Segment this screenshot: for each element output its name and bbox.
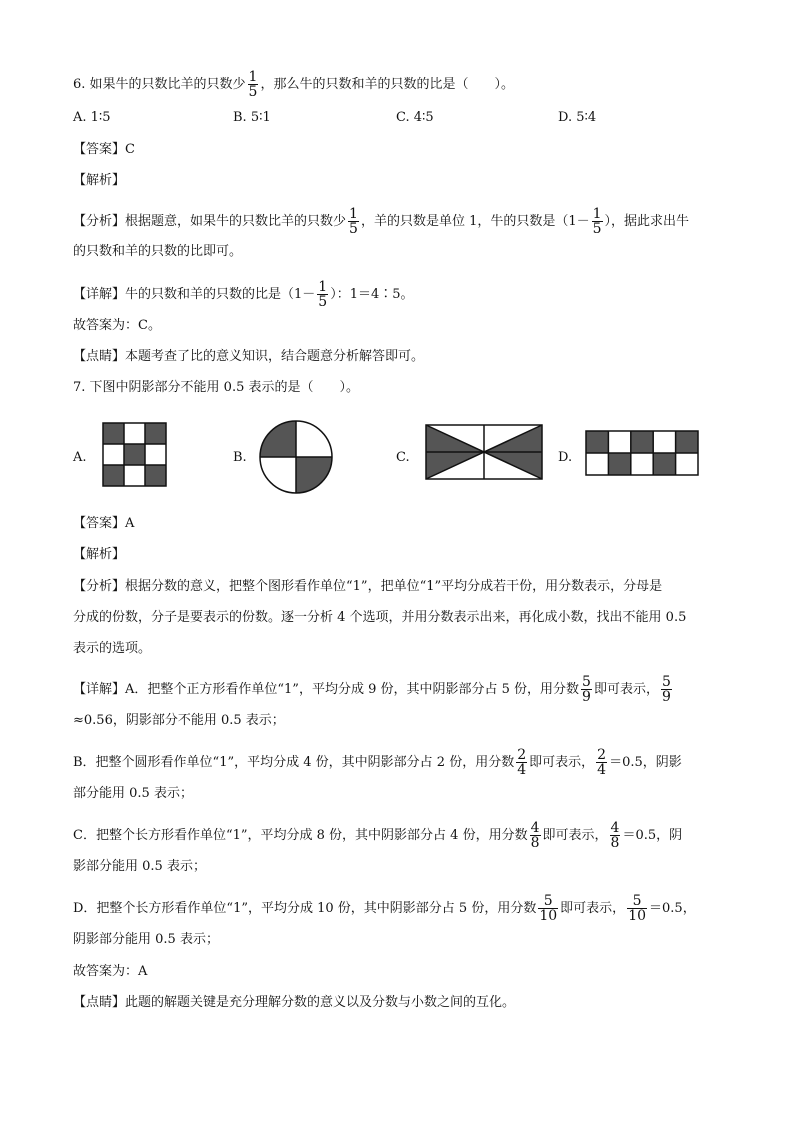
fraction: $\frac{5}{10}$ bbox=[628, 893, 647, 924]
fraction: $\frac{2}{4}$ bbox=[517, 747, 527, 778]
grid-cell bbox=[145, 465, 166, 486]
fraction: $\frac{1}{5}$ bbox=[349, 206, 358, 237]
q7-stem: 7. 下图中阴影部分不能用 0.5 表示的是（ ）。 bbox=[73, 380, 359, 395]
fraction: $\frac{2}{4}$ bbox=[597, 747, 607, 778]
figure-a-grid bbox=[102, 422, 168, 488]
q6-option-d: D. 5∶4 bbox=[558, 110, 597, 125]
fig-label-d: D. bbox=[558, 450, 573, 465]
q7-conclusion: 故答案为：A bbox=[73, 964, 148, 979]
grid-cell bbox=[653, 453, 675, 475]
q7-detail-d-line2: 阴影部分能用 0.5 表示； bbox=[73, 932, 219, 947]
q7-detail-c: C．把整个长方形看作单位“1”，平均分成 8 份，其中阴影部分占 4 份，用分数 $\frac{4}{8}$ 即可表示， $\frac{4}{8}$ ＝0.5，阴 bbox=[73, 820, 683, 851]
fig-label-a: A. bbox=[73, 450, 87, 465]
grid-cell bbox=[586, 431, 608, 453]
grid-cell bbox=[103, 465, 124, 486]
q7-analysis-heading: 【解析】 bbox=[73, 547, 126, 562]
q7-detail-b-line2: 部分能用 0.5 表示； bbox=[73, 786, 193, 801]
grid-cell bbox=[608, 453, 630, 475]
q6-detail: 【详解】牛的只数和羊的只数的比是（1－ $\frac{1}{5}$ ）：1＝4∶5。 bbox=[73, 279, 414, 310]
q7-detail-a-line2: ≈0.56，阴影部分不能用 0.5 表示； bbox=[73, 713, 285, 728]
q6-option-a: A. 1∶5 bbox=[73, 110, 111, 125]
fraction: $\frac{5}{9}$ bbox=[582, 674, 591, 705]
grid-cell bbox=[145, 423, 166, 444]
fraction: $\frac{4}{8}$ bbox=[610, 820, 620, 851]
grid-cell bbox=[676, 431, 698, 453]
q7-detail-c-line2: 影部分能用 0.5 表示； bbox=[73, 859, 206, 874]
figure-b-circle bbox=[258, 419, 334, 495]
q6-option-b: B. 5∶1 bbox=[233, 110, 271, 125]
q7-fenxi-3: 表示的选项。 bbox=[73, 641, 152, 656]
q6-analysis-heading: 【解析】 bbox=[73, 173, 126, 188]
q6-dianjing: 【点睛】本题考查了比的意义知识，结合题意分析解答即可。 bbox=[73, 349, 425, 364]
fraction: $\frac{4}{8}$ bbox=[530, 820, 540, 851]
q7-detail-b: B．把整个圆形看作单位“1”，平均分成 4 份，其中阴影部分占 2 份，用分数 $\frac{2}{4}$ 即可表示， $\frac{2}{4}$ ＝0.5，阴影 bbox=[73, 747, 682, 778]
q6-answer: 【答案】C bbox=[73, 142, 135, 157]
q7-fenxi-2: 分成的份数，分子是要表示的份数。逐一分析 4 个选项，并用分数表示出来，再化成小数，找出不能用 0.5 bbox=[73, 610, 687, 625]
fraction: $\frac{5}{10}$ bbox=[539, 893, 558, 924]
q6-stem: 6. 如果牛的只数比羊的只数少 $\frac{1}{5}$ ，那么牛的只数和羊的只数的比是（ ）。 bbox=[73, 69, 514, 100]
q7-dianjing: 【点睛】此题的解题关键是充分理解分数的意义以及分数与小数之间的互化。 bbox=[73, 995, 516, 1010]
fig-label-b: B. bbox=[233, 450, 247, 465]
fraction: $\frac{5}{9}$ bbox=[661, 674, 671, 705]
grid-cell bbox=[631, 431, 653, 453]
grid-cell bbox=[124, 444, 145, 465]
q7-answer: 【答案】A bbox=[73, 516, 135, 531]
figure-d-grid bbox=[585, 430, 699, 476]
fraction: $\frac{1}{5}$ bbox=[248, 69, 258, 100]
figure-c-rectangle bbox=[425, 424, 543, 480]
q6-fenxi-line2: 的只数和羊的只数的比即可。 bbox=[73, 244, 243, 259]
q6-fenxi: 【分析】根据题意，如果牛的只数比羊的只数少 $\frac{1}{5}$ ，羊的只数是单位 1，牛的只数是（1－ $\frac{1}{5}$ ），据此求出牛 bbox=[73, 206, 690, 237]
fraction: $\frac{1}{5}$ bbox=[592, 206, 602, 237]
q6-option-c: C. 4∶5 bbox=[396, 110, 434, 125]
fig-label-c: C. bbox=[396, 450, 410, 465]
fraction: $\frac{1}{5}$ bbox=[318, 279, 328, 310]
grid-cell bbox=[103, 423, 124, 444]
q7-detail-a: 【详解】A．把整个正方形看作单位“1”，平均分成 9 份，其中阴影部分占 5 份，用分数 $\frac{5}{9}$ 即可表示， $\frac{5}{9}$ bbox=[73, 674, 671, 705]
q7-fenxi-1: 【分析】根据分数的意义，把整个图形看作单位“1”，把单位“1”平均分成若干份，用分数表示，分母是 bbox=[73, 579, 663, 594]
q6-conclusion: 故答案为：C。 bbox=[73, 318, 161, 333]
q7-detail-d: D．把整个长方形看作单位“1”，平均分成 10 份，其中阴影部分占 5 份，用分数 $\frac{5}{10}$ 即可表示， $\frac{5}{10}$ ＝0.5， bbox=[73, 893, 696, 924]
